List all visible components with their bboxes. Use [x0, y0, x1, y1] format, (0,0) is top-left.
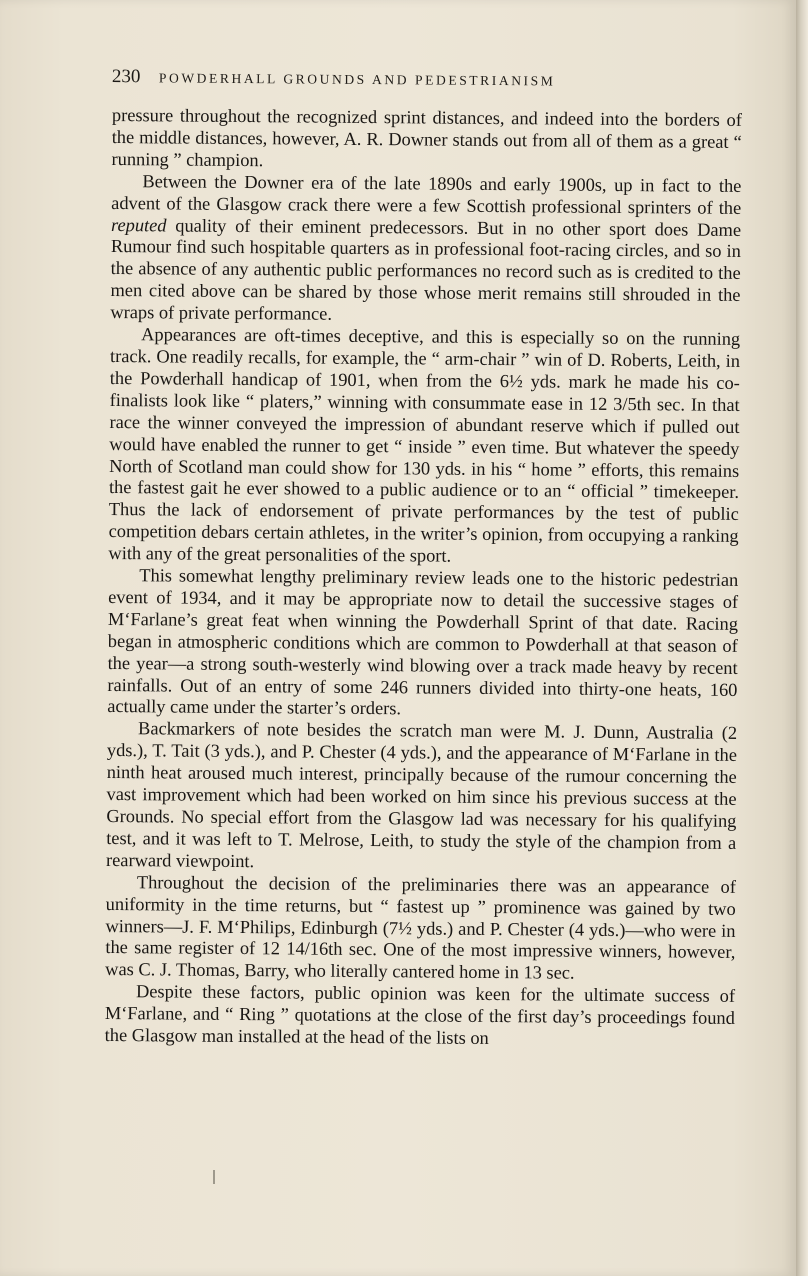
paragraph: Backmarkers of note besides the scratch man were M. J. Dunn, Australia (2 yds.), T. Tait (3 yds.), and P. Chester (4 yds.), and the appearance of M‘Farlane in the ninth heat aroused much interest, principally because of the rumour concerning the vast improvement which had been worked on him since his previous success at the Grounds. No special effort from the Glasgow lad was necessary for his qualifying test, and it was left to T. Melrose, Leith, to study the style of the champion from a rearward viewpoint.: [105, 718, 738, 871]
page-edge-shadow: [796, 0, 808, 1276]
paragraph: Between the Downer era of the late 1890s and early 1900s, up in fact to the advent of the Glasgow crack there were a few Scottish professional sprinters of the reputed quality of their eminent predecessors. But in no other sport does Dame Rumour find such hospitable quarters as in professional foot-racing circles, and so in the absence of any authentic public performances no record such as is credited to the men cited above can be shared by those whose merit remains still shrouded in the wraps of private performance.: [110, 170, 742, 324]
paragraph: Appearances are oft-times deceptive, and this is especially so on the running track. One readily recalls, for example, the “ arm-chair ” win of D. Roberts, Leith, in the Powderhall handicap of 1901, when from the 6½ yds. mark he made his co-finalists look like “ platers,” winning with consummate ease in 12 3/5th sec. In that race the winner conveyed the impression of abundant reserve which if pulled out would have enabled the runner to get “ inside ” even time. But whatever the speedy North of Scotland man could show for 130 yds. in his “ home ” efforts, this remains the fastest gait he ever showed to a public audience or to an “ official ” timekeeper. Thus the lack of endorsement of private performances by the test of public competition debars certain athletes, in the writer’s opinion, from occupying a ranking with any of the great personalities of the sport.: [108, 324, 741, 566]
body-text: [105, 105, 742, 1052]
page-mark: [213, 1170, 215, 1184]
paragraph: pressure throughout the recognized sprint distances, and indeed into the borders of the middle distances, however, A. R. Downer stands out from all of them as a great “ running ” champion.: [111, 105, 742, 171]
paragraph: Despite these factors, public opinion was keen for the ultimate success of M‘Farlane, and “ Ring ” quotations at the close of the first day’s proceedings found the Glasgow man installed at the head of the lists on: [104, 981, 736, 1049]
page-number: 230: [111, 66, 141, 88]
paragraph: Throughout the decision of the preliminaries there was an appearance of uniformity in the time returns, but “ fastest up ” prominence was gained by two winners—J. F. M‘Philips, Edinburgh (7½ yds.) and P. Chester (4 yds.)—who were in the same register of 12 14/16th sec. One of the most impressive winners, however, was C. J. Thomas, Barry, who literally cantered home in 13 sec.: [105, 871, 736, 984]
page-header: [112, 66, 752, 93]
running-title: POWDERHALL GROUNDS AND PEDESTRIANISM: [158, 70, 556, 89]
paragraph: This somewhat lengthy preliminary review leads one to the historic pedestrian event of 1934, and it may be appropriate now to detail the successive stages of M‘Farlane’s great feat when winning the Powderhall Sprint of that date. Racing began in atmospheric conditions which are common to Powderhall at that season of the year—a strong south-westerly wind blowing over a track made heavy by recent rainfalls. Out of an entry of some 246 runners divided into thirty-one heats, 160 actually came under the starter’s orders.: [107, 565, 739, 719]
emphasis: reputed: [110, 214, 167, 235]
